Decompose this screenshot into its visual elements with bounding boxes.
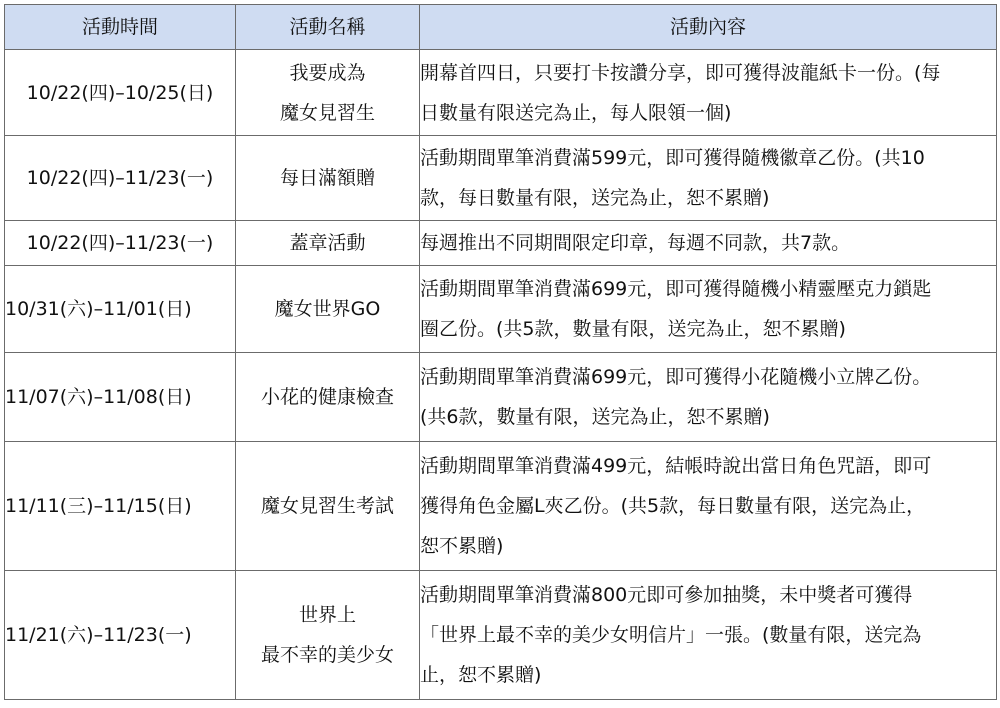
events-table	[4, 4, 997, 700]
event-time: 11/21(六)–11/23(一)	[5, 571, 236, 700]
event-name-line: 魔女見習生	[279, 101, 375, 124]
event-name-line: 每日滿額贈	[279, 167, 375, 189]
event-time: 10/22(四)–10/25(日)	[5, 50, 236, 136]
event-time: 10/31(六)–11/01(日)	[5, 266, 236, 353]
event-content-line: 止，恕不累贈)	[420, 664, 542, 686]
event-content	[420, 221, 997, 266]
header-content: 活動內容	[420, 5, 997, 50]
header-row	[5, 5, 997, 50]
event-name	[236, 221, 420, 266]
event-content-line: 活動期間單筆消費滿800元即可參加抽獎，未中獎者可獲得	[420, 584, 913, 606]
event-name-line: 我要成為	[289, 61, 366, 84]
event-name-line: 魔女世界GO	[274, 298, 381, 320]
event-name-line: 世界上	[298, 604, 356, 626]
event-name	[236, 353, 420, 442]
event-name-line: 蓋章活動	[289, 232, 366, 254]
table-row	[5, 353, 997, 442]
event-content-line: (共6款，數量有限，送完為止，恕不累贈)	[420, 406, 770, 428]
event-content	[420, 353, 997, 442]
event-name	[236, 136, 420, 221]
table-row	[5, 571, 997, 700]
header-name: 活動名稱	[236, 5, 420, 50]
event-content-line: 每週推出不同期間限定印章，每週不同款，共7款。	[420, 232, 851, 254]
event-content-line: 開幕首四日，只要打卡按讚分享，即可獲得波龍紙卡一份。(每	[420, 61, 941, 84]
event-content	[420, 136, 997, 221]
event-content	[420, 266, 997, 353]
event-name	[236, 266, 420, 353]
event-content-line: 日數量有限送完為止，每人限領一個)	[420, 101, 732, 124]
event-time: 11/07(六)–11/08(日)	[5, 353, 236, 442]
event-name-line: 最不幸的美少女	[260, 644, 394, 666]
event-content-line: 活動期間單筆消費滿699元，即可獲得隨機小精靈壓克力鎖匙	[420, 278, 932, 300]
event-content-line: 活動期間單筆消費滿499元，結帳時說出當日角色咒語，即可	[420, 455, 932, 477]
event-time: 11/11(三)–11/15(日)	[5, 442, 236, 571]
table-row	[5, 266, 997, 353]
event-time: 10/22(四)–11/23(一)	[5, 136, 236, 221]
event-content	[420, 442, 997, 571]
header-time: 活動時間	[5, 5, 236, 50]
event-content-line: 恕不累贈)	[420, 535, 504, 557]
event-content-line: 活動期間單筆消費滿599元，即可獲得隨機徽章乙份。(共10	[420, 147, 925, 169]
event-content	[420, 571, 997, 700]
event-name	[236, 442, 420, 571]
event-content-line: 款，每日數量有限，送完為止，恕不累贈)	[420, 187, 770, 209]
table-row	[5, 442, 997, 571]
event-name	[236, 50, 420, 136]
event-content-line: 「世界上最不幸的美少女明信片」一張。(數量有限，送完為	[420, 624, 922, 646]
table-row	[5, 221, 997, 266]
table-row	[5, 50, 997, 136]
event-content-line: 圈乙份。(共5款，數量有限，送完為止，恕不累贈)	[420, 318, 846, 340]
event-name-line: 魔女見習生考試	[260, 495, 394, 517]
table-row	[5, 136, 997, 221]
event-time: 10/22(四)–11/23(一)	[5, 221, 236, 266]
event-content-line: 獲得角色金屬L夾乙份。(共5款，每日數量有限，送完為止，	[420, 495, 926, 517]
event-content	[420, 50, 997, 136]
event-name	[236, 571, 420, 700]
event-content-line: 活動期間單筆消費滿699元，即可獲得小花隨機小立牌乙份。	[420, 366, 932, 388]
event-name-line: 小花的健康檢查	[260, 386, 394, 408]
